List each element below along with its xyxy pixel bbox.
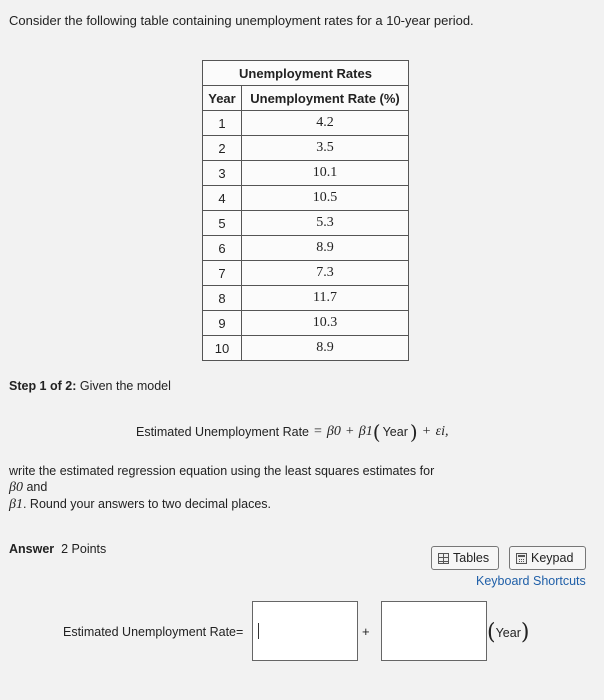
- year-cell: 6: [203, 236, 242, 261]
- equation-plus: +: [362, 624, 370, 639]
- open-paren: (: [372, 420, 381, 444]
- open-paren: (: [487, 620, 496, 645]
- keyboard-shortcuts-link[interactable]: Keyboard Shortcuts: [476, 574, 586, 588]
- model-equation: [136, 422, 448, 442]
- model-beta0: β0: [326, 424, 341, 439]
- tables-label: Tables: [453, 551, 490, 565]
- rate-cell: 3.5: [242, 136, 409, 161]
- model-equals: =: [314, 424, 322, 439]
- rate-cell: 7.3: [242, 261, 409, 286]
- model-year: Year: [382, 425, 408, 439]
- year-cell: 5: [203, 211, 242, 236]
- intercept-input[interactable]: [252, 601, 358, 661]
- instructions-line-3: [9, 496, 434, 513]
- step-heading: [9, 379, 171, 393]
- rate-cell: 10.5: [242, 186, 409, 211]
- answer-label: Answer: [9, 542, 55, 556]
- year-cell: 10: [203, 336, 242, 361]
- instructions-and: and: [26, 480, 48, 494]
- rate-cell: 10.3: [242, 311, 409, 336]
- text-caret: [258, 623, 259, 639]
- table-caption: Unemployment Rates: [203, 61, 409, 86]
- year-cell: 2: [203, 136, 242, 161]
- rate-cell: 8.9: [242, 336, 409, 361]
- table-row: [203, 211, 409, 236]
- model-plus: +: [345, 424, 354, 439]
- column-header-year: Year: [203, 86, 242, 111]
- close-paren: ): [409, 420, 418, 444]
- instructions-beta1: β1: [9, 497, 23, 512]
- table-row: [203, 136, 409, 161]
- tables-button[interactable]: [431, 546, 499, 570]
- instructions-round: . Round your answers to two decimal places.: [22, 497, 272, 511]
- year-cell: 9: [203, 311, 242, 336]
- column-header-rate: Unemployment Rate (%): [242, 86, 409, 111]
- table-row: [203, 286, 409, 311]
- table-row: [203, 261, 409, 286]
- instructions-line-1: write the estimated regression equation using the least squares estimates for: [9, 464, 435, 478]
- rate-cell: 5.3: [242, 211, 409, 236]
- table-row: [203, 236, 409, 261]
- unemployment-table: [202, 60, 409, 361]
- keypad-button[interactable]: [509, 546, 586, 570]
- slope-input[interactable]: [381, 601, 487, 661]
- model-error: εi,: [435, 424, 449, 439]
- close-paren: ): [520, 620, 530, 645]
- table-row: [203, 311, 409, 336]
- year-term: [487, 620, 529, 645]
- model-lhs: Estimated Unemployment Rate: [136, 425, 309, 439]
- year-cell: 8: [203, 286, 242, 311]
- year-cell: 1: [203, 111, 242, 136]
- table-row: [203, 111, 409, 136]
- step-text: Given the model: [79, 379, 171, 393]
- answer-points: 2 Points: [61, 542, 107, 556]
- step-label: Step 1 of 2:: [9, 379, 77, 393]
- rate-cell: 11.7: [242, 286, 409, 311]
- rate-cell: 8.9: [242, 236, 409, 261]
- question-intro: Consider the following table containing unemployment rates for a 10-year period.: [9, 13, 474, 28]
- year-cell: 4: [203, 186, 242, 211]
- table-row: [203, 186, 409, 211]
- table-icon: [438, 553, 449, 564]
- instructions-beta0: β0: [9, 480, 23, 495]
- model-plus-2: +: [422, 424, 431, 439]
- keypad-label: Keypad: [531, 551, 574, 565]
- year-cell: 7: [203, 261, 242, 286]
- rate-cell: 10.1: [242, 161, 409, 186]
- table-row: [203, 161, 409, 186]
- year-term-label: Year: [495, 625, 521, 640]
- instructions: [9, 463, 434, 513]
- table-row: [203, 336, 409, 361]
- instructions-line-2: [9, 479, 434, 496]
- estimated-equation-label: Estimated Unemployment Rate=: [63, 625, 244, 639]
- year-cell: 3: [203, 161, 242, 186]
- calculator-icon: [516, 553, 527, 564]
- answer-header: [9, 542, 106, 556]
- rate-cell: 4.2: [242, 111, 409, 136]
- model-beta1: β1: [358, 424, 373, 439]
